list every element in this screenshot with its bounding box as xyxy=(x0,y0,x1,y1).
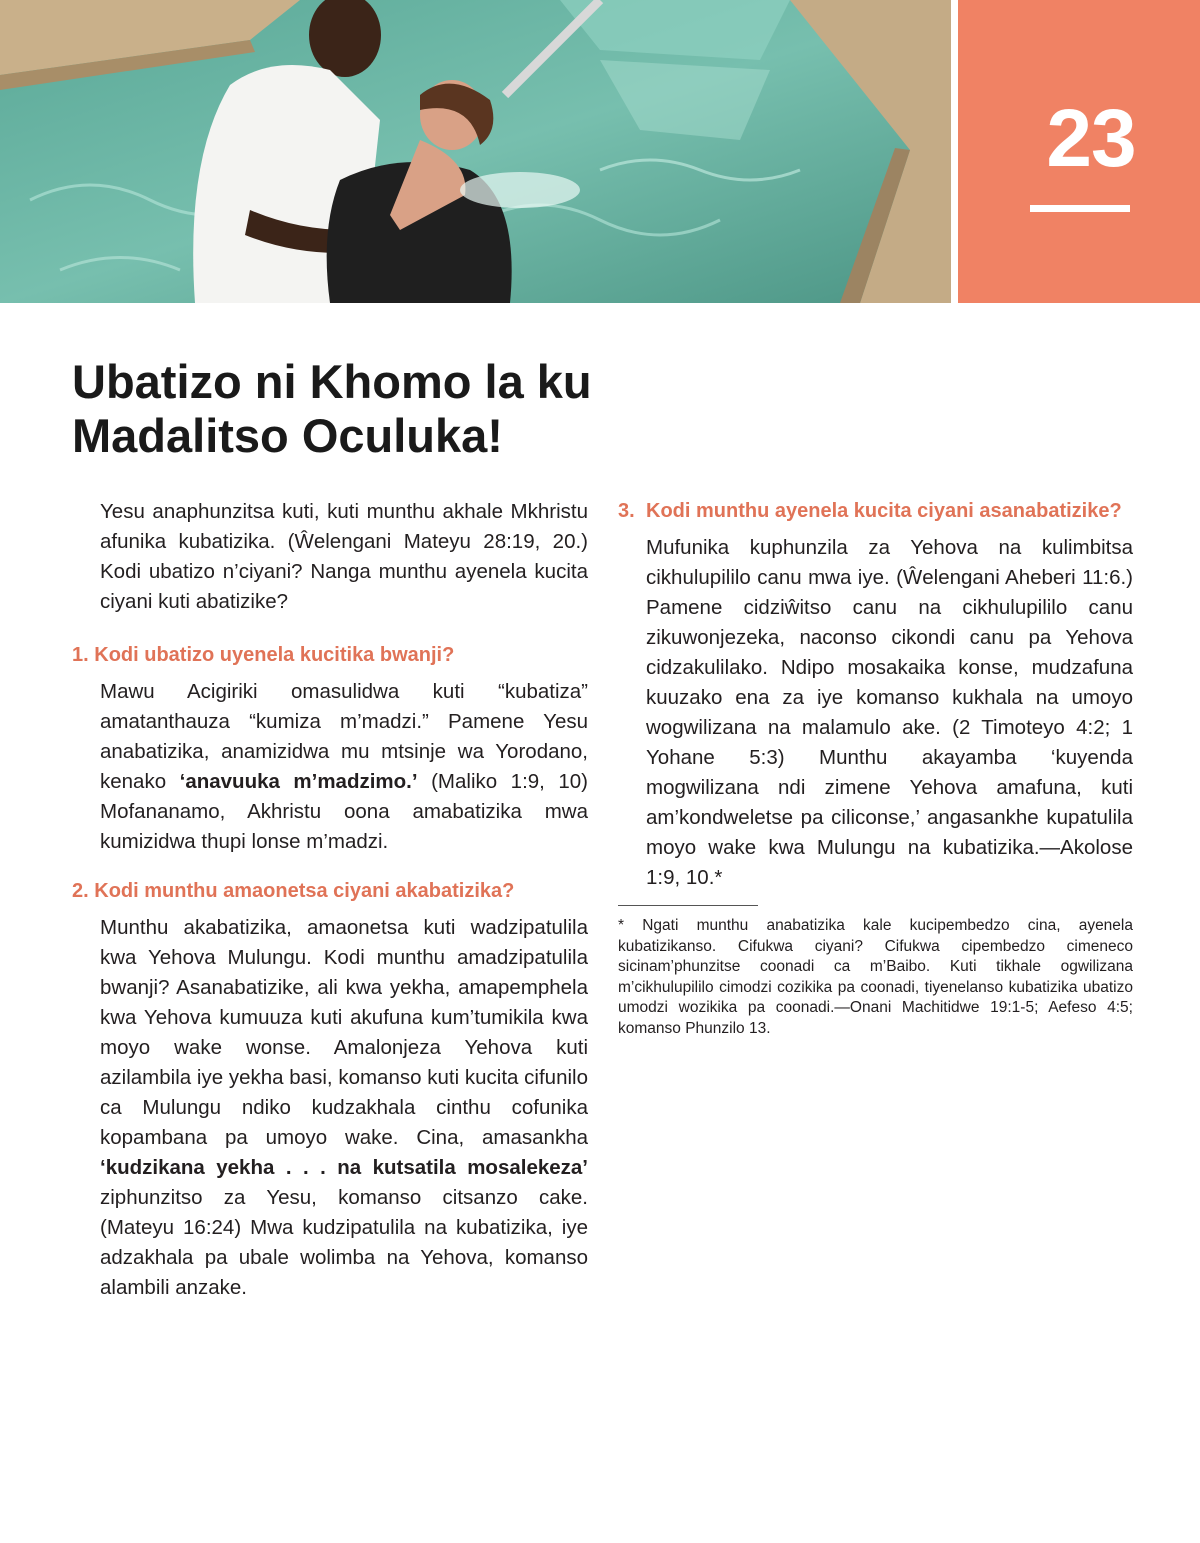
footnote: * Ngati munthu anabatizika kale kucipembedzo cina, ayenela kubatizikanso. Cifukwa ciyani? Cifukwa cipembedzo cimeneco sicinam’phunzitse coonadi ca m’Baibo. Kuti tikhale ogwilizana m’cikhulupililo cimodzi cozikika pa coonadi, tiyenelanso kubatizika ubatizo umodzi wozikika pa coonadi.—Onani Machitidwe 19:1-5; Aefeso 4:5; komanso Phunzilo 13. xyxy=(618,917,1133,1037)
footnote-divider xyxy=(618,905,758,906)
question-1-number: 1. xyxy=(72,644,89,666)
question-1-answer xyxy=(72,677,588,857)
question-2-heading xyxy=(72,877,588,905)
question-1-answer-emphasis: ‘anavuuka m’madzimo.’ xyxy=(179,770,418,793)
question-3-heading xyxy=(618,497,1133,525)
question-2-text: Kodi munthu amaonetsa ciyani akabatizika? xyxy=(94,880,515,902)
question-2-number: 2. xyxy=(72,880,89,902)
question-2-answer-emphasis: ‘kudzikana yekha . . . na kutsatila mosalekeza’ xyxy=(100,1156,588,1179)
left-column xyxy=(72,497,588,1303)
lesson-title xyxy=(72,355,772,463)
baptism-illustration xyxy=(0,0,951,303)
hero-photo xyxy=(0,0,951,303)
chapter-number-box xyxy=(958,0,1200,303)
question-1-heading xyxy=(72,641,588,669)
chapter-number: 23 xyxy=(1046,93,1136,184)
question-1-text: Kodi ubatizo uyenela kucitika bwanji? xyxy=(94,644,455,666)
question-2-answer-part-2: ziphunzitso za Yesu, komanso citsanzo cake. (Mateyu 16:24) Mwa kudzipatulila na kubatizika, iye adzakhala pa ubale wolimba na Yehova, komanso alambili anzake. xyxy=(100,1186,588,1299)
chapter-underline xyxy=(1030,205,1130,212)
question-1-answer-part-2: (Maliko 1:9, 10) Mofananamo, Akhristu oona amabatizika mwa kumizidwa thupi lonse m’madzi. xyxy=(100,770,588,853)
question-3-answer: Mufunika kuphunzila za Yehova na kulimbitsa cikhulupililo canu mwa iye. (Ŵelengani Aheberi 11:6.) Pamene cidziŵitso canu na cikhulupililo canu zikuwonjezeka, naconso cikondi canu pa Yehova cidzakulilako. Ndipo mosakaika konse, mudzafuna kuuzako ena za iye komanso kukhala na umoyo wogwilizana na malamulo ake. (2 Timoteyo 4:2; 1 Yohane 5:3) Munthu akayamba ‘kuyenda mogwilizana ndi zimene Yehova amafuna, kuti am’kondweletse pa ciliconse,’ angasankhe kupatulila moyo wake kwa Mulungu na kubatizika.—Akolose 1:9, 10.* xyxy=(646,536,1133,889)
question-2-answer xyxy=(72,913,588,1303)
lesson-title-line-1: Ubatizo ni Khomo la ku xyxy=(72,355,592,408)
question-1-answer-part-1: Mawu Acigiriki omasulidwa kuti “kubatiza” amatanthauza “kumiza m’madzi.” Pamene Yesu anabatizika, anamizidwa mu mtsinje wa Yorodano, kenako xyxy=(100,680,588,793)
lesson-title-line-2: Madalitso Oculuka! xyxy=(72,409,503,462)
intro-paragraph: Yesu anaphunzitsa kuti, kuti munthu akhale Mkhristu afunika kubatizika. (Ŵelengani Mateyu 28:19, 20.) Kodi ubatizo n’ciyani? Nanga munthu ayenela kucita ciyani kuti abatizike? xyxy=(100,500,588,613)
right-column xyxy=(618,497,1133,1039)
question-2-answer-part-1: Munthu akabatizika, amaonetsa kuti wadzipatulila kwa Yehova Mulungu. Kodi munthu amadzipatulila bwanji? Asanabatizike, ali kwa yekha, amapemphela kwa Yehova kumuuza kuti akufuna kum’tumikila kwa moyo wake wonse. Amalonjeza Yehova kuti azilambila iye yekha basi, komanso kuti kucita cifunilo ca Mulungu ndiko kudzakhala cinthu cofunika kopambana pa umoyo wake. Cina, amasankha xyxy=(100,916,588,1149)
question-3-number: 3. xyxy=(618,500,635,522)
question-3-text: Kodi munthu ayenela kucita ciyani asanabatizike? xyxy=(646,500,1122,522)
